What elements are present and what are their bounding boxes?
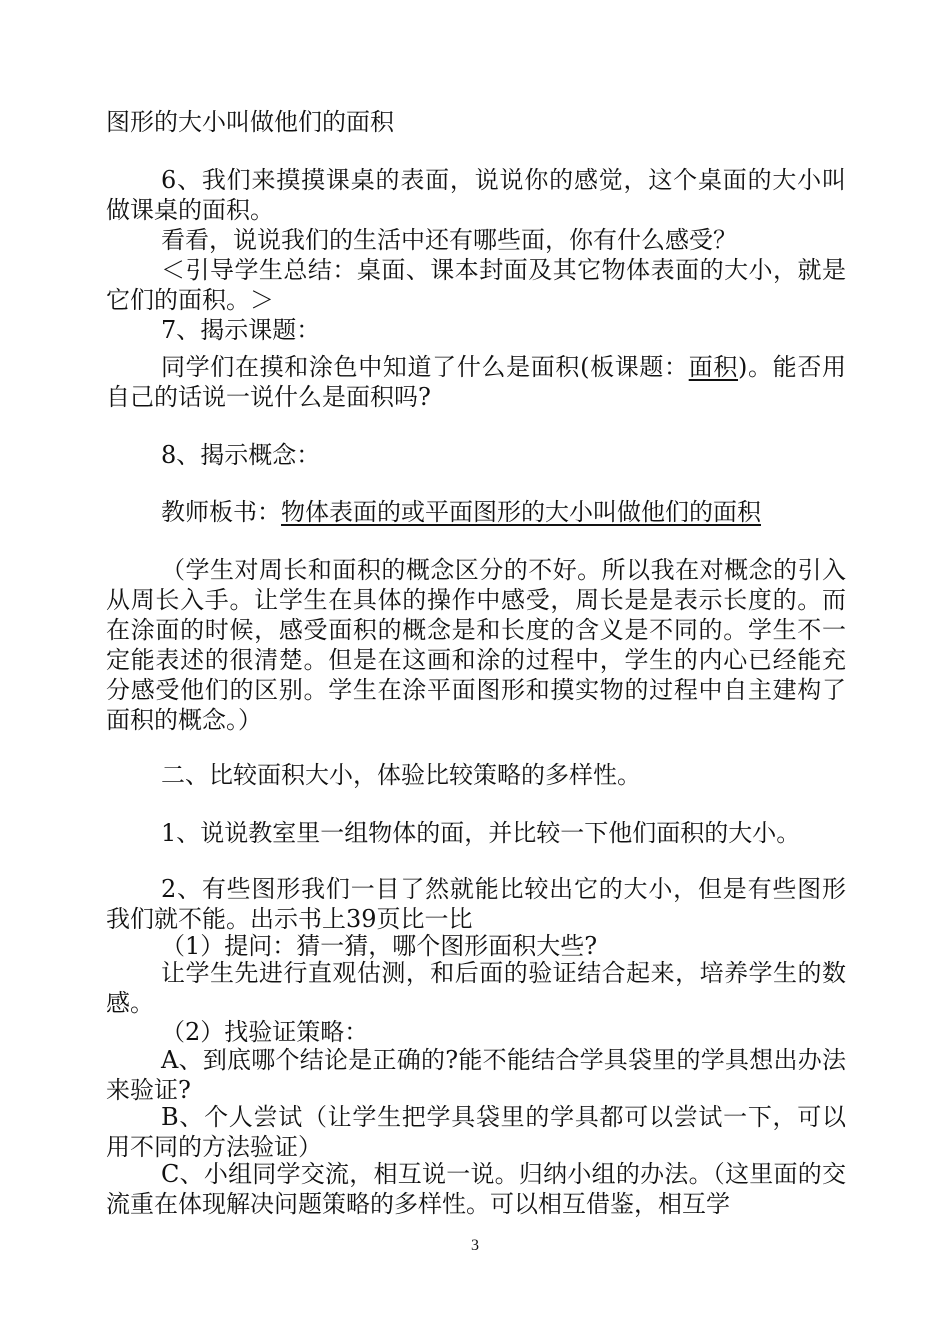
paragraph-step-7: 7、揭示课题： <box>161 316 321 344</box>
paragraph-step-b: B、个人尝试（让学生把学具袋里的学具都可以尝试一下，可以用不同的方法验证） <box>106 1103 846 1161</box>
paragraph-step-c: C、小组同学交流，相互说一说。归纳小组的办法。（这里面的交流重在体现解决问题策略的多样性。可以相互借鉴，相互学 <box>106 1160 846 1218</box>
topic-underlined: 面积 <box>688 353 739 381</box>
paragraph-guide-summary: ＜引导学生总结：桌面、课本封面及其它物体表面的大小，就是它们的面积。＞ <box>106 256 846 314</box>
reveal-topic-text-before: 同学们在摸和涂色中知道了什么是面积(板课题： <box>161 353 689 381</box>
paragraph-section-two-heading: 二、比较面积大小，体验比较策略的多样性。 <box>161 761 641 789</box>
paragraph-teacher-board <box>106 497 846 527</box>
paragraph-reflection-note: （学生对周长和面积的概念区分的不好。所以我在对概念的引入从周长入手。让学生在具体的操作中感受，周长是是表示长度的。而在涂面的时候，感受面积的概念是和长度的含义是不同的。学生不一定能表述的很清楚。但是在这画和涂的过程中，学生的内心已经能充分感受他们的区别。学生在涂平面图形和摸实物的过程中自主建构了面积的概念。） <box>106 556 846 734</box>
reveal-topic-text-after: )。能否用自己的话说一说什么是面积吗? <box>106 353 846 411</box>
paragraph-step-a: A、到底哪个结论是正确的?能不能结合学具袋里的学具想出办法来验证? <box>106 1046 846 1104</box>
paragraph-step-2: 2、有些图形我们一目了然就能比较出它的大小，但是有些图形我们就不能。出示书上39页比一比 <box>106 875 846 933</box>
paragraph-look-and-say: 看看，说说我们的生活中还有哪些面，你有什么感受？ <box>161 226 737 254</box>
board-definition-underlined: 物体表面的或平面图形的大小叫做他们的面积 <box>281 498 761 526</box>
paragraph-step-6: 6、我们来摸摸课桌的表面，说说你的感觉，这个桌面的大小叫做课桌的面积。 <box>106 166 846 224</box>
paragraph-step-8: 8、揭示概念： <box>161 441 321 469</box>
paragraph-step-1: 1、说说教室里一组物体的面，并比较一下他们面积的大小。 <box>161 819 801 847</box>
paragraph-find-strategy: （2）找验证策略： <box>161 1018 369 1046</box>
paragraph-estimate: 让学生先进行直观估测，和后面的验证结合起来，培养学生的数感。 <box>106 959 846 1017</box>
teacher-board-label: 教师板书： <box>161 498 281 526</box>
paragraph-question-guess: （1）提问：猜一猜，哪个图形面积大些? <box>161 932 598 960</box>
page-number: 3 <box>471 1237 479 1254</box>
paragraph-reveal-topic <box>106 352 846 412</box>
paragraph-definition-tail: 图形的大小叫做他们的面积 <box>106 108 394 136</box>
